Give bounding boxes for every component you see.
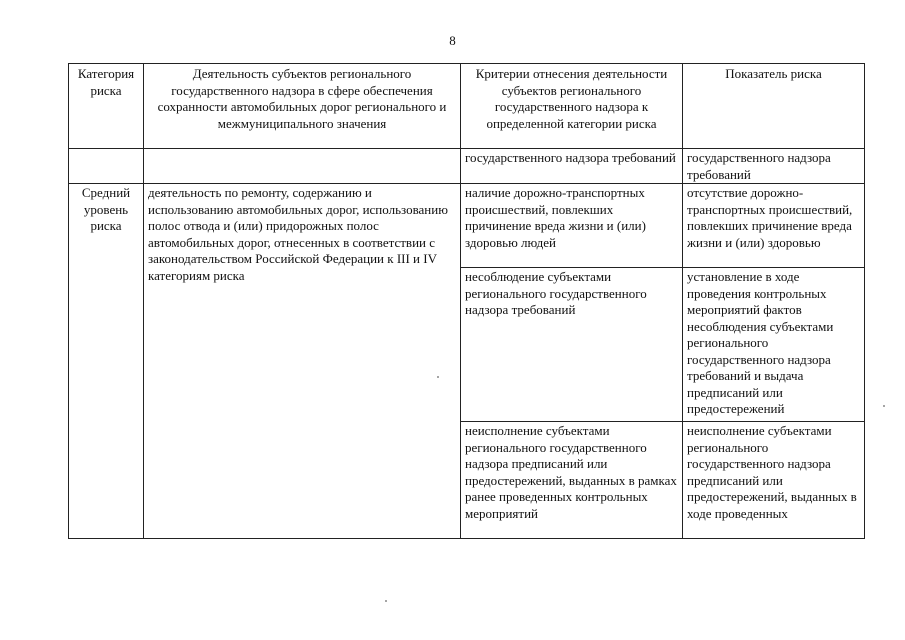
scan-speck — [883, 405, 885, 407]
empty-activity-cell — [144, 149, 461, 184]
scan-speck — [385, 600, 387, 602]
page-number: 8 — [449, 33, 456, 48]
criteria-cell: несоблюдение субъектами регионального государственного надзора требований — [461, 268, 683, 422]
indicator-cell: государственного надзора требований — [683, 149, 865, 184]
indicator-cell: неисполнение субъектами регионального государственного надзора предписаний или предостережений, выданных в ходе проведенных — [683, 422, 865, 539]
criteria-cell: наличие дорожно-транспортных происшествий, повлекших причинение вреда жизни и (или) здоровью людей — [461, 184, 683, 268]
header-risk-indicator: Показатель риска — [683, 64, 865, 149]
table-row — [69, 149, 865, 184]
header-risk-category: Категория риска — [69, 64, 144, 149]
criteria-cell: государственного надзора требований — [461, 149, 683, 184]
empty-category-cell — [69, 149, 144, 184]
activity-cell: деятельность по ремонту, содержанию и использованию автомобильных дорог, использованию полос отвода и (или) придорожных полос автомобильных дорог, отнесенных в соответствии с законодательством Российской Федерации к III и IV категориям риска — [144, 184, 461, 539]
header-criteria: Критерии отнесения деятельности субъектов регионального государственного надзора к определенной категории риска — [461, 64, 683, 149]
indicator-cell: установление в ходе проведения контрольных мероприятий фактов несоблюдения субъектами регионального государственного надзора требований и выдача предписаний или предостережений — [683, 268, 865, 422]
header-activity: Деятельность субъектов регионального государственного надзора в сфере обеспечения сохранности автомобильных дорог регионального и межмуниципального значения — [144, 64, 461, 149]
risk-criteria-table — [68, 63, 865, 539]
risk-category-cell: Средний уровень риска — [69, 184, 144, 539]
scan-speck — [437, 376, 439, 378]
table-row — [69, 184, 865, 268]
criteria-cell: неисполнение субъектами регионального государственного надзора предписаний или предостережений, выданных в рамках ранее проведенных контрольных мероприятий — [461, 422, 683, 539]
table-header-row — [69, 64, 865, 149]
indicator-cell: отсутствие дорожно-транспортных происшествий, повлекших причинение вреда жизни и (или) здоровью — [683, 184, 865, 268]
